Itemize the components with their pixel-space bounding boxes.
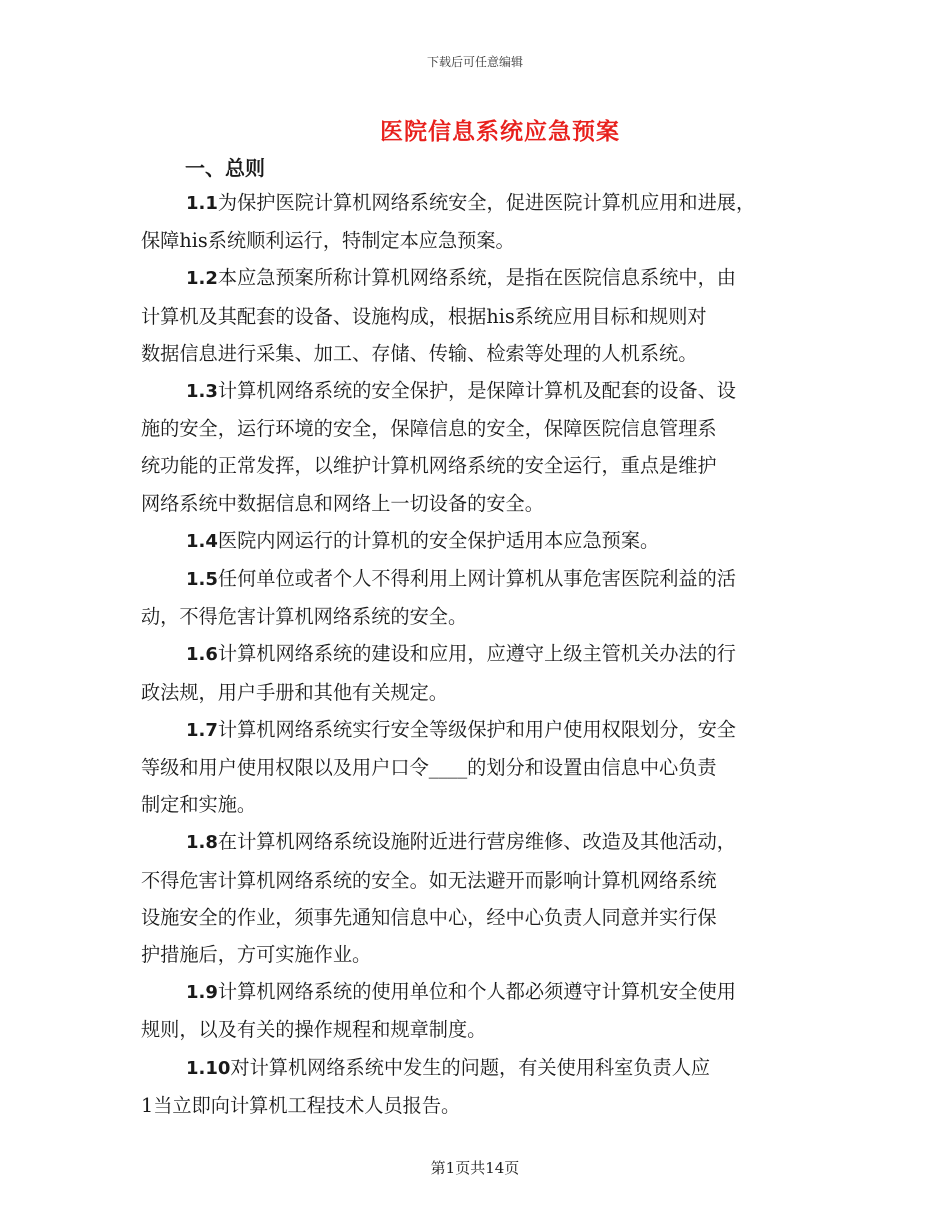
paragraph-1-9: [141, 973, 813, 1048]
header-note: 下载后可任意编辑: [426, 55, 523, 69]
clause-text: 等级和用户使用权限以及用户口令____的划分和设置由信息中心负责: [141, 756, 717, 780]
paragraph-line: [141, 259, 813, 297]
clause-text: 护措施后，方可实施作业。: [141, 943, 372, 967]
clause-text: 计算机及其配套的设备、设施构成，根据his系统应用目标和规则对: [141, 304, 707, 328]
clause-number: 1.9: [186, 982, 218, 1004]
paragraph-line: [141, 786, 813, 823]
page-footer: 第1页共14页: [430, 1159, 520, 1177]
paragraph-line: [141, 560, 813, 598]
paragraph-line: [141, 298, 813, 335]
paragraph-1-6: [141, 635, 813, 710]
paragraph-line: [141, 1011, 813, 1048]
clause-text: 施的安全，运行环境的安全，保障信息的安全，保障医院信息管理系: [141, 417, 717, 441]
paragraph-line: [141, 222, 813, 259]
clause-text: 在计算机网络系统设施附近进行营房维修、改造及其他活动，: [217, 830, 736, 854]
clause-number: 1.5: [186, 569, 218, 591]
paragraph-line: [141, 674, 813, 711]
document-title: 医院信息系统应急预案: [380, 118, 620, 145]
clause-text: 保障his系统顺利运行，特制定本应急预案。: [141, 229, 515, 253]
paragraph-line: [141, 862, 813, 899]
paragraph-line: [141, 749, 813, 786]
paragraph-1-3: [141, 372, 813, 522]
paragraph-1-7: [141, 711, 813, 824]
paragraph-line: [141, 973, 813, 1011]
clause-number: 1.10: [186, 1057, 231, 1079]
clause-number: 1.3: [186, 381, 218, 403]
paragraph-line: [141, 372, 813, 410]
paragraph-line: [141, 410, 813, 447]
paragraph-line: [141, 335, 813, 372]
clause-text: 1当立即向计算机工程技术人员报告。: [141, 1093, 461, 1117]
paragraph-1-5: [141, 560, 813, 635]
clause-text: 计算机网络系统的建设和应用，应遵守上级主管机关办法的行: [217, 642, 736, 666]
paragraph-line: [141, 598, 813, 635]
clause-text: 统功能的正常发挥，以维护计算机网络系统的安全运行，重点是维护: [141, 454, 717, 478]
clause-number: 1.7: [186, 719, 218, 741]
clause-number: 1.1: [186, 193, 218, 214]
paragraph-line: [141, 711, 813, 749]
clause-text: 数据信息进行采集、加工、存储、传输、检索等处理的人机系统。: [141, 341, 698, 365]
clause-text: 政法规，用户手册和其他有关规定。: [141, 680, 448, 704]
clause-text: 网络系统中数据信息和网络上一切设备的安全。: [141, 491, 544, 515]
paragraph-line: [141, 447, 813, 484]
clause-text: 计算机网络系统实行安全等级保护和用户使用权限划分，安全: [217, 717, 736, 741]
paragraph-line: [141, 899, 813, 936]
paragraph-line: [141, 823, 813, 861]
clause-text: 规则，以及有关的操作规程和规章制度。: [141, 1018, 487, 1042]
section-heading: 一、总则: [185, 156, 265, 180]
paragraph-1-4: [141, 522, 813, 560]
clause-number: 1.8: [186, 832, 218, 854]
clause-text: 计算机网络系统的使用单位和个人都必须遵守计算机安全使用: [217, 980, 736, 1004]
paragraph-line: [141, 485, 813, 522]
paragraph-1-10: [141, 1049, 813, 1124]
paragraph-line: [141, 184, 813, 222]
clause-text: 医院内网运行的计算机的安全保护适用本应急预案。: [217, 528, 660, 552]
paragraph-line: [141, 635, 813, 673]
clause-text: 设施安全的作业，须事先通知信息中心，经中心负责人同意并实行保: [141, 905, 717, 929]
clause-text: 本应急预案所称计算机网络系统，是指在医院信息系统中，由: [217, 266, 736, 290]
paragraph-1-8: [141, 823, 813, 973]
paragraph-1-2: [141, 259, 813, 372]
clause-text: 不得危害计算机网络系统的安全。如无法避开而影响计算机网络系统: [141, 868, 717, 892]
paragraph-line: [141, 522, 813, 560]
clause-number: 1.4: [186, 530, 218, 552]
clause-text: 制定和实施。: [141, 793, 257, 817]
clause-text: 任何单位或者个人不得利用上网计算机从事危害医院利益的活: [217, 567, 736, 591]
paragraph-line: [141, 1049, 813, 1087]
clause-text: 计算机网络系统的安全保护，是保障计算机及配套的设备、设: [217, 379, 736, 403]
paragraph-line: [141, 936, 813, 973]
clause-number: 1.6: [186, 644, 218, 666]
clause-text: 对计算机网络系统中发生的问题，有关使用科室负责人应: [230, 1055, 711, 1079]
document-body: [141, 184, 813, 1124]
clause-text: 动，不得危害计算机网络系统的安全。: [141, 605, 468, 629]
clause-number: 1.2: [186, 268, 218, 290]
paragraph-1-1: [141, 184, 813, 259]
clause-text: 为保护医院计算机网络系统安全，促进医院计算机应用和进展，: [217, 191, 756, 214]
paragraph-line: [141, 1087, 813, 1124]
